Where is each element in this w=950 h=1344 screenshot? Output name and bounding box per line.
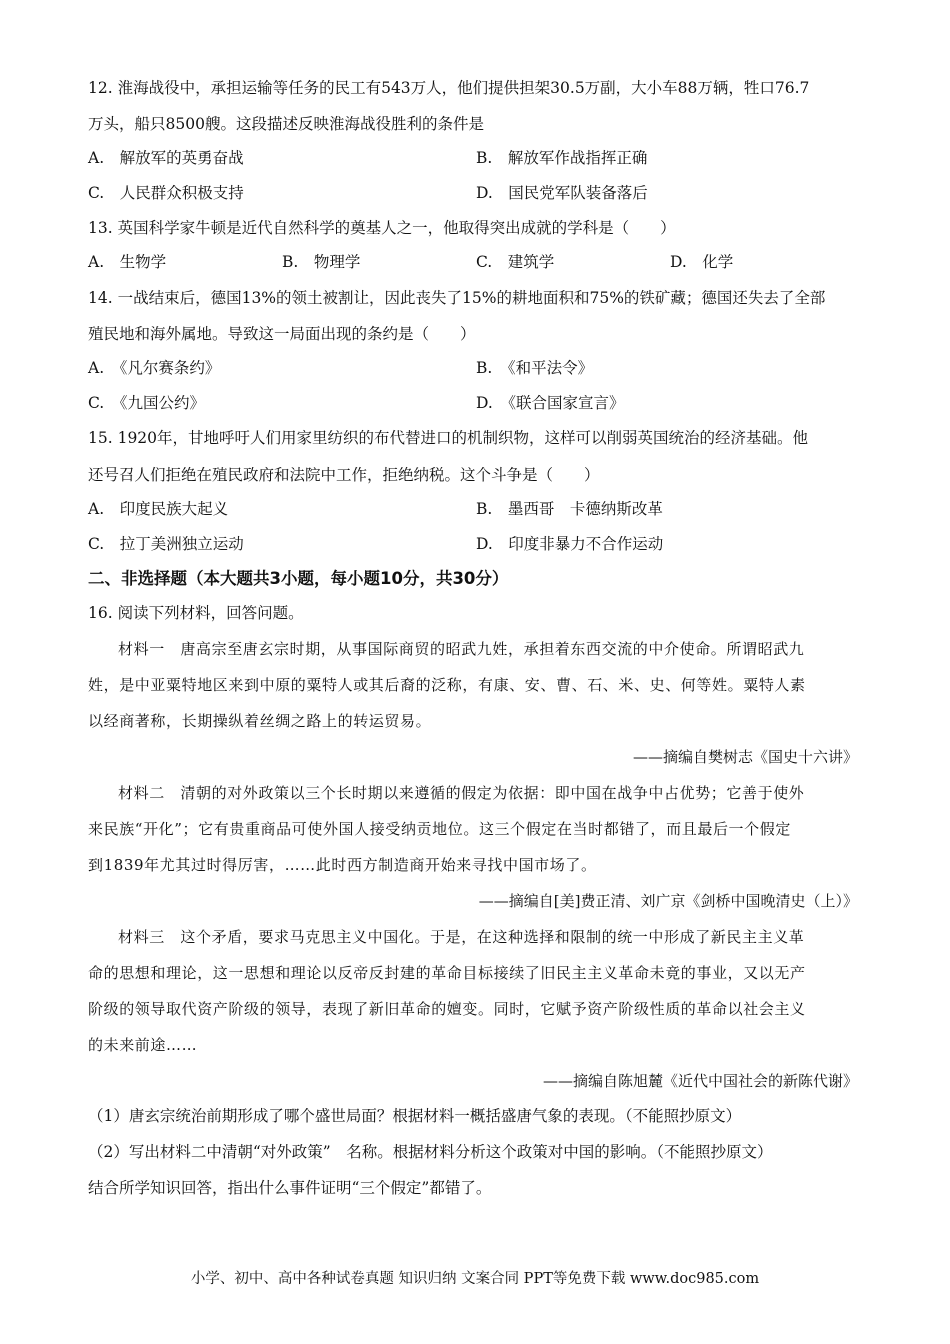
q14-stem-line2: 殖民地和海外属地。导致这一局面出现的条约是（ ） — [88, 325, 476, 343]
material2-line1: 材料二 清朝的对外政策以三个长时期以来遵循的假定为依据：即中国在战争中占优势；它善于使外 — [118, 784, 805, 802]
material3-line4: 的未来前途…… — [88, 1036, 198, 1054]
q14-option-b: B. 《和平法令》 — [476, 359, 594, 377]
material2-line2: 来民族“开化”；它有贵重商品可使外国人接受纳贡地位。这三个假定在当时都错了，而且最后一个假定 — [88, 820, 791, 838]
q12-stem-line2: 万头，船只8500艘。这段描述反映淮海战役胜利的条件是 — [88, 115, 484, 133]
q16-stem: 16. 阅读下列材料，回答问题。 — [88, 604, 304, 622]
material2-source: ——摘编自[美]费正清、刘广京《剑桥中国晚清史（上）》 — [478, 892, 858, 910]
q15-option-a: A. 印度民族大起义 — [88, 500, 229, 518]
q13-option-d: D. 化学 — [670, 253, 734, 271]
material1-line2: 姓，是中亚粟特地区来到中原的粟特人或其后裔的泛称，有康、安、曹、石、米、史、何等姓。粟特人素 — [88, 676, 806, 694]
q15-option-d: D. 印度非暴力不合作运动 — [476, 535, 664, 553]
q12-stem-line1: 12. 淮海战役中，承担运输等任务的民工有543万人，他们提供担架30.5万副，大小车88万辆，牲口76.7 — [88, 79, 810, 97]
material1-source: ——摘编自樊树志《国史十六讲》 — [632, 748, 858, 766]
q12-option-a: A. 解放军的英勇奋战 — [88, 149, 244, 167]
material1-line1: 材料一 唐高宗至唐玄宗时期，从事国际商贸的昭武九姓，承担着东西交流的中介使命。所谓昭武九 — [118, 640, 805, 658]
q13-stem: 13. 英国科学家牛顿是近代自然科学的奠基人之一，他取得突出成就的学科是（ ） — [88, 219, 676, 237]
q15-option-c: C. 拉丁美洲独立运动 — [88, 535, 244, 553]
q14-option-a: A. 《凡尔赛条约》 — [88, 359, 221, 377]
q12-option-b: B. 解放军作战指挥正确 — [476, 149, 648, 167]
q16-subquestion-2: （2）写出材料二中清朝“对外政策” 名称。根据材料分析这个政策对中国的影响。（不能照抄原文） — [88, 1143, 773, 1161]
material3-line1: 材料三 这个矛盾，要求马克思主义中国化。于是，在这种选择和限制的统一中形成了新民主主义革 — [118, 928, 805, 946]
page-footer: 小学、初中、高中各种试卷真题 知识归纳 文案合同 PPT等免费下载 www.doc985.com — [190, 1271, 760, 1287]
q15-option-b: B. 墨西哥 卡德纳斯改革 — [476, 500, 663, 518]
q16-subquestion-2-cont: 结合所学知识回答，指出什么事件证明“三个假定”都错了。 — [88, 1179, 492, 1197]
q14-option-c: C. 《九国公约》 — [88, 394, 205, 412]
q13-option-b: B. 物理学 — [282, 253, 361, 271]
material2-line3: 到1839年尤其过时得厉害，……此时西方制造商开始来寻找中国市场了。 — [88, 856, 597, 874]
q15-stem-line1: 15. 1920年，甘地呼吁人们用家里纺织的布代替进口的机制织物，这样可以削弱英国统治的经济基础。他 — [88, 429, 809, 447]
material3-line2: 命的思想和理论，这一思想和理论以反帝反封建的革命目标接续了旧民主主义革命未竟的事业，又以无产 — [88, 964, 806, 982]
q12-option-c: C. 人民群众积极支持 — [88, 184, 244, 202]
q14-stem-line1: 14. 一战结束后，德国13%的领土被割让，因此丧失了15%的耕地面积和75%的铁矿藏；德国还失去了全部 — [88, 289, 826, 307]
q12-option-d: D. 国民党军队装备落后 — [476, 184, 648, 202]
q16-subquestion-1: （1）唐玄宗统治前期形成了哪个盛世局面？根据材料一概括盛唐气象的表现。（不能照抄原文） — [88, 1107, 742, 1125]
section-heading: 二、非选择题（本大题共3小题，每小题10分，共30分） — [88, 569, 509, 588]
q13-option-c: C. 建筑学 — [476, 253, 555, 271]
q14-option-d: D. 《联合国家宣言》 — [476, 394, 625, 412]
q13-option-a: A. 生物学 — [88, 253, 167, 271]
material3-source: ——摘编自陈旭麓《近代中国社会的新陈代谢》 — [542, 1072, 858, 1090]
q15-stem-line2: 还号召人们拒绝在殖民政府和法院中工作，拒绝纳税。这个斗争是（ ） — [88, 466, 600, 484]
material3-line3: 阶级的领导取代资产阶级的领导，表现了新旧革命的嬗变。同时，它赋予资产阶级性质的革命以社会主义 — [88, 1000, 806, 1018]
material1-line3: 以经商著称，长期操纵着丝绸之路上的转运贸易。 — [88, 712, 432, 730]
